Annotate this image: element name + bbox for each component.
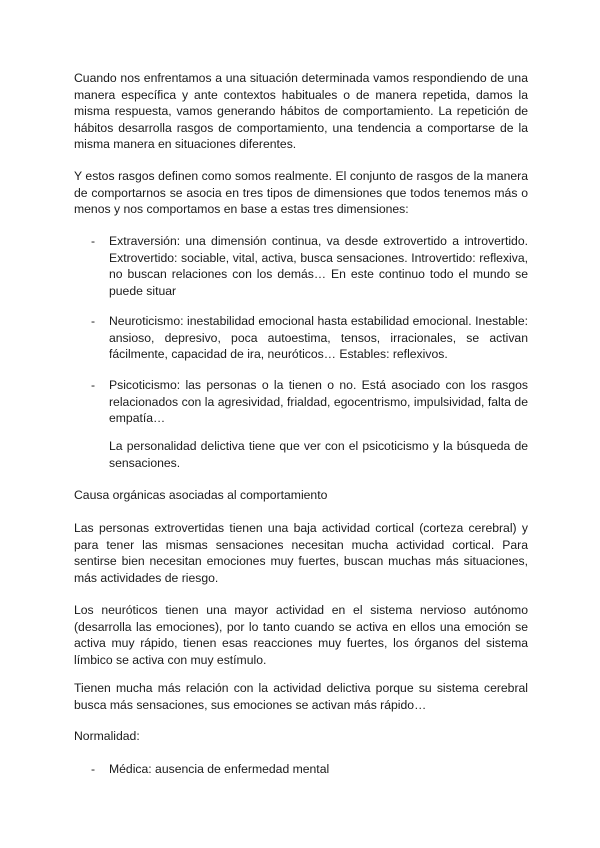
- intro-paragraph-habits: Cuando nos enfrentamos a una situación determinada vamos respondiendo de una manera específica y ante contextos habituales o de manera repetida, damos la misma respuesta, vamos generando hábitos de comportamiento. La repetición de hábitos desarrolla rasgos de comportamiento, una tendencia a comportarse de la misma manera en situaciones diferentes.: [74, 71, 528, 151]
- list-item-medica: Médica: ausencia de enfermedad mental: [109, 762, 330, 776]
- list-item-psychoticism: Psicoticismo: las personas o la tienen o no. Está asociado con los rasgos relacionados con la agresividad, frialdad, egocentrismo, impulsividad, falta de empatía…: [109, 378, 528, 425]
- paragraph-extroverts: Las personas extrovertidas tienen una baja actividad cortical (corteza cerebral) y para tener las mismas sensaciones necesitan mucha actividad cortical. Para sentirse bien necesitan emociones muy fuertes, buscan muchas más situaciones, más actividades de riesgo.: [74, 521, 528, 585]
- bullet-marker: -: [91, 234, 96, 248]
- list-item-neuroticism: Neuroticismo: inestabilidad emocional hasta estabilidad emocional. Inestable: ansioso, depresivo, poca autoestima, tensos, irracionales, se activan fácilmente, capacidad de ira, neuróticos… Estables: reflexivos.: [109, 314, 528, 361]
- paragraph-criminal-activity: Tienen mucha más relación con la actividad delictiva porque su sistema cerebral busca más sensaciones, sus emociones se activan más rápido…: [74, 681, 528, 712]
- bullet-marker: -: [91, 314, 96, 328]
- paragraph-neurotics: Los neuróticos tienen una mayor actividad en el sistema nervioso autónomo (desarrolla las emociones), por lo tanto cuando se activa en ellos una emoción se activa muy rápido, tienen esas reacciones muy fuertes, los órganos del sistema límbico se activa con muy estímulo.: [74, 603, 528, 667]
- psychoticism-note: La personalidad delictiva tiene que ver con el psicoticismo y la búsqueda de sensaciones.: [109, 439, 528, 470]
- intro-paragraph-traits: Y estos rasgos definen como somos realmente. El conjunto de rasgos de la manera de comportarnos se asocia en tres tipos de dimensiones que todos tenemos más o menos y nos comportamos en base a estas tres dimensiones:: [74, 169, 528, 216]
- section-heading-normalidad: Normalidad:: [74, 729, 140, 743]
- list-item-extraversion: Extraversión: una dimensión continua, va desde extrovertido a introvertido. Extrovertido: sociable, vital, activa, busca sensaciones. Introvertido: reflexiva, no buscan relaciones con los demás… En este continuo todo el mundo se puede situar: [109, 234, 528, 298]
- bullet-marker: -: [91, 378, 96, 392]
- section-heading-causes: Causa orgánicas asociadas al comportamiento: [74, 488, 328, 502]
- bullet-marker: -: [91, 762, 96, 776]
